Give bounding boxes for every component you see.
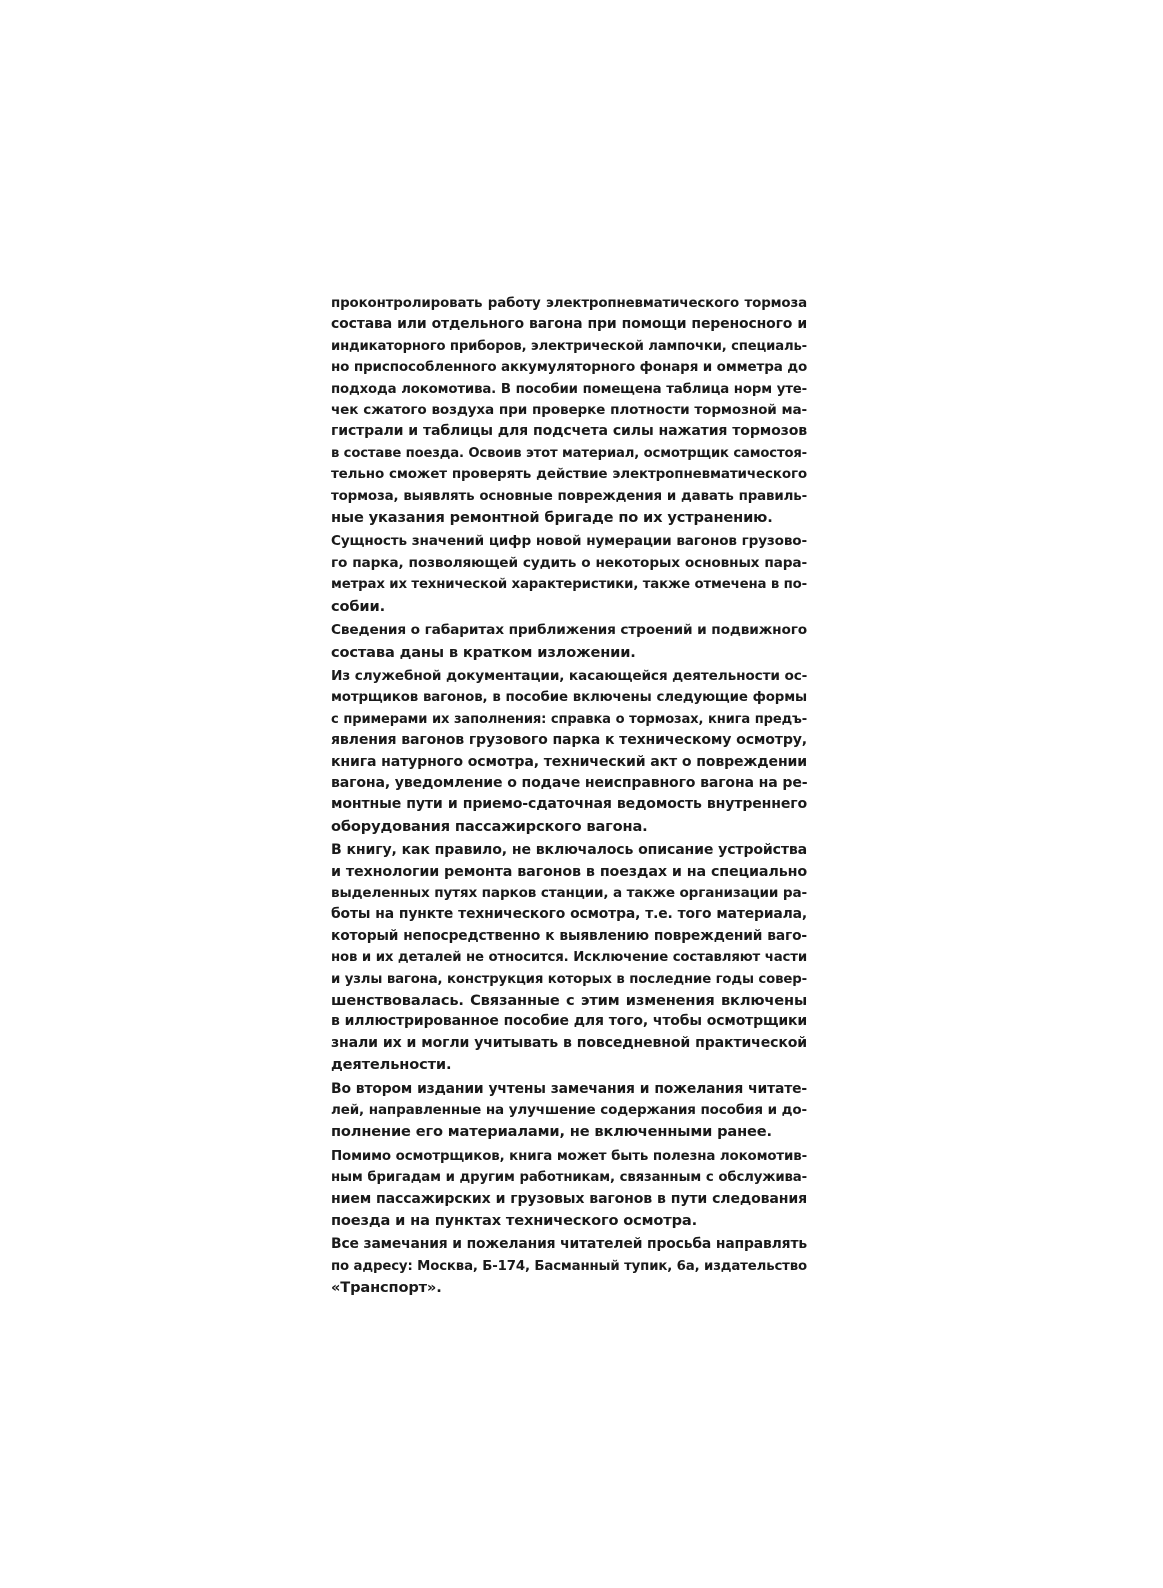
text-line: знали их и могли учитывать в повседневной практической bbox=[331, 1034, 807, 1051]
text-line: нием пассажирских и грузовых вагонов в пути следования bbox=[331, 1190, 807, 1207]
text-line: го парка, позволяющей судить о некоторых основных пара- bbox=[331, 554, 807, 571]
text-line: состава даны в кратком изложении. bbox=[331, 643, 636, 661]
text-line: Из служебной документации, касающейся деятельности ос- bbox=[331, 667, 808, 684]
text-line: собии. bbox=[331, 597, 385, 615]
text-line: монтные пути и приемо-сдаточная ведомость внутреннего bbox=[331, 796, 807, 813]
text-line: Все замечания и пожелания читателей просьба направлять bbox=[331, 1236, 807, 1253]
paragraph bbox=[331, 1146, 807, 1232]
text-column bbox=[331, 293, 807, 1302]
text-line: оборудования пассажирского вагона. bbox=[331, 817, 648, 835]
text-line: но приспособленного аккумуляторного фонаря и омметра до bbox=[331, 359, 808, 376]
paragraph bbox=[331, 620, 807, 663]
text-line: гистрали и таблицы для подсчета силы нажатия тормозов bbox=[331, 423, 807, 440]
text-line: ным бригадам и другим работникам, связанным с обслужива- bbox=[331, 1170, 807, 1186]
text-line: шенствовалась. Связанные с этим изменения включены bbox=[331, 992, 807, 1009]
paragraph bbox=[331, 840, 807, 1075]
text-line: Помимо осмотрщиков, книга может быть полезна локомотив- bbox=[331, 1148, 807, 1164]
paragraph bbox=[331, 531, 807, 617]
text-line: выделенных путях парков станции, а также организации ра- bbox=[331, 884, 807, 901]
text-line: Сущность значений цифр новой нумерации вагонов грузово- bbox=[331, 533, 807, 550]
text-line: метрах их технической характеристики, также отмечена в по- bbox=[331, 577, 807, 593]
text-line: мотрщиков вагонов, в пособие включены следующие формы bbox=[331, 690, 807, 706]
text-line: и узлы вагона, конструкция которых в последние годы совер- bbox=[331, 971, 807, 987]
text-line: состава или отдельного вагона при помощи переносного и bbox=[331, 316, 807, 333]
text-line: ные указания ремонтной бригаде по их устранению. bbox=[331, 509, 773, 527]
text-line: книга натурного осмотра, технический акт о повреждении bbox=[331, 753, 807, 770]
text-line: в составе поезда. Освоив этот материал, осмотрщик самостоя- bbox=[331, 445, 807, 461]
paragraph bbox=[331, 293, 807, 528]
text-line: с примерами их заполнения: справка о тормозах, книга предъ- bbox=[331, 711, 807, 727]
text-line: проконтролировать работу электропневматического тормоза bbox=[331, 296, 807, 311]
text-line: полнение его материалами, не включенными ранее. bbox=[331, 1123, 772, 1141]
text-line: вагона, уведомление о подаче неисправного вагона на ре- bbox=[331, 774, 808, 791]
text-line: деятельности. bbox=[331, 1056, 452, 1074]
text-line: чек сжатого воздуха при проверке плотности тормозной ма- bbox=[331, 402, 807, 419]
paragraph bbox=[331, 666, 807, 837]
text-line: который непосредственно к выявлению повреждений ваго- bbox=[331, 927, 807, 944]
text-line: явления вагонов грузового парка к техническому осмотру, bbox=[331, 732, 807, 749]
paragraph bbox=[331, 1234, 807, 1298]
text-line: подхода локомотива. В пособии помещена таблица норм уте- bbox=[331, 381, 807, 397]
text-line: поезда и на пунктах технического осмотра. bbox=[331, 1212, 697, 1230]
text-line: и технологии ремонта вагонов в поездах и на специально bbox=[331, 863, 807, 880]
text-line: тормоза, выявлять основные повреждения и давать правиль- bbox=[331, 488, 807, 504]
text-line: боты на пункте технического осмотра, т.е. того материала, bbox=[331, 906, 807, 923]
text-line: по адресу: Москва, Б-174, Басманный тупик, 6а, издательство bbox=[331, 1258, 807, 1274]
text-line: «Транспорт». bbox=[331, 1279, 442, 1297]
text-line: В книгу, как правило, не включалось описание устройства bbox=[331, 842, 807, 859]
paragraph bbox=[331, 1079, 807, 1143]
text-line: Сведения о габаритах приближения строений и подвижного bbox=[331, 622, 807, 639]
text-line: Во втором издании учтены замечания и пожелания читате- bbox=[331, 1080, 807, 1097]
text-line: индикаторного приборов, электрической лампочки, специаль- bbox=[331, 338, 807, 354]
text-line: в иллюстрированное пособие для того, чтобы осмотрщики bbox=[331, 1013, 807, 1030]
text-line: нов и их деталей не относится. Исключение составляют части bbox=[331, 950, 807, 966]
text-line: тельно сможет проверять действие электропневматического bbox=[331, 466, 807, 483]
text-line: лей, направленные на улучшение содержания пособия и до- bbox=[331, 1102, 807, 1119]
